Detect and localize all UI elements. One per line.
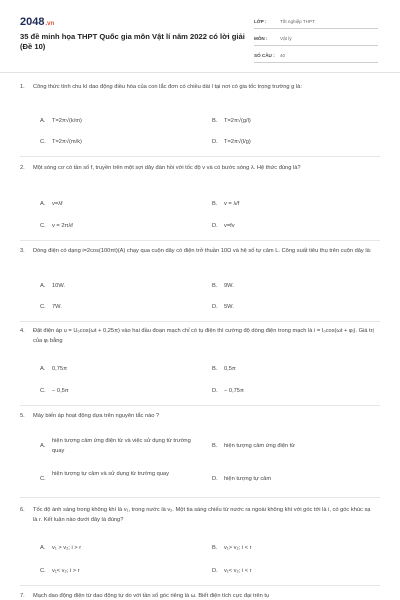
option-label: A. <box>40 366 46 372</box>
option-text: 5W. <box>224 304 234 310</box>
meta-key: LỚP : <box>254 19 267 24</box>
meta-value: Vật lý <box>280 36 292 41</box>
option-text: 0,75π <box>52 366 67 372</box>
logo[interactable] <box>20 16 54 28</box>
question-number: 6. <box>20 507 25 513</box>
question-number: 4. <box>20 328 25 334</box>
option-text: hiện tượng tự cảm <box>224 476 272 482</box>
option-label: A. <box>40 201 46 207</box>
option-label: C. <box>40 304 46 310</box>
option-text: v₁< v₂; i > r <box>52 568 80 574</box>
question-number: 7. <box>20 593 25 599</box>
option-text: 9W. <box>224 283 234 289</box>
option-text: − 0,5π <box>52 388 69 394</box>
option-label: C. <box>40 223 46 229</box>
option-label: B. <box>212 545 218 551</box>
option-label: D. <box>212 476 218 482</box>
option-label: D. <box>212 568 218 574</box>
question-number: 2. <box>20 165 25 171</box>
option-text: 7W. <box>52 304 62 310</box>
question-divider <box>20 405 380 406</box>
option-label: C. <box>40 139 46 145</box>
question-text: Đặt điện áp u = U₀cos(ωt + 0,25π) vào hai đầu đoạn mạch chỉ có tụ điện thì cường độ dòng điện trong mạch là i = I₀cos(ωt + φᵢ). Giá trị của φᵢ bằng <box>33 328 374 344</box>
question-7 <box>20 591 385 600</box>
option-label: C. <box>40 388 46 394</box>
question-text: Máy biến áp hoạt động dựa trên nguyên tắc nào ? <box>33 413 160 419</box>
logo-suffix: .vn <box>45 21 55 27</box>
meta-row-class <box>254 15 378 29</box>
question-number: 5. <box>20 413 25 419</box>
question-text: Tốc độ ánh sáng trong không khí là v₁, trong nước là v₂. Một tia sáng chiếu từ nước ra ngoài không khí với góc tới là i, có góc khúc xạ là r. Kết luận nào dưới đây là đúng? <box>33 507 371 523</box>
question-divider <box>20 156 380 157</box>
meta-row-subject <box>254 32 378 46</box>
meta-value: 40 <box>280 53 286 58</box>
header-divider <box>0 72 400 73</box>
option-text: hiện tượng tự cảm và sử dụng từ trường quay <box>52 471 169 477</box>
question-number: 3. <box>20 248 25 254</box>
meta-row-count <box>254 49 378 63</box>
option-text: T=2π√(l/g) <box>224 139 251 145</box>
header <box>0 0 400 72</box>
page-title: 35 đề minh họa THPT Quốc gia môn Vật lí năm 2022 có lời giải (Đề 10) <box>20 32 245 51</box>
option-label: D. <box>212 304 218 310</box>
option-text: hiện tượng cảm ứng điện từ và việc sử dụng từ trường quay <box>52 438 191 454</box>
meta-value: Tốt nghiệp THPT <box>280 19 315 24</box>
option-text: v=fv <box>224 223 235 229</box>
option-label: D. <box>212 388 218 394</box>
option-text: v = 2πλf <box>52 223 73 229</box>
logo-main: 2048 <box>20 16 45 28</box>
meta-key: MÔN : <box>254 36 268 41</box>
option-text: hiện tượng cảm ứng điện từ <box>224 443 296 449</box>
meta-panel <box>254 15 378 66</box>
meta-key: SỐ CÂU : <box>254 53 275 58</box>
option-text: T=2π√(m/k) <box>52 139 82 145</box>
option-label: B. <box>212 366 218 372</box>
question-divider <box>20 240 380 241</box>
option-text: 0,5π <box>224 366 236 372</box>
question-divider <box>20 497 380 498</box>
option-text: 10W. <box>52 283 65 289</box>
option-label: C. <box>40 476 46 482</box>
option-label: B. <box>212 118 218 124</box>
option-label: D. <box>212 139 218 145</box>
option-text: T=2π√(g/l) <box>224 118 251 124</box>
option-text: v₁> v₂; i < r <box>224 545 252 551</box>
option-text: T=2π√(k/m) <box>52 118 82 124</box>
option-label: B. <box>212 283 218 289</box>
option-text: v = λ/f <box>224 201 240 207</box>
option-label: A. <box>40 118 46 124</box>
option-label: A. <box>40 283 46 289</box>
option-label: A. <box>40 545 46 551</box>
question-text: Công thức tính chu kì dao động điều hòa của con lắc đơn có chiều dài l tại nơi có gia tốc trọng trường g là: <box>33 84 302 90</box>
question-divider <box>20 585 380 586</box>
option-label: D. <box>212 223 218 229</box>
option-text: − 0,75π <box>224 388 244 394</box>
option-text: v=λf <box>52 201 63 207</box>
option-label: B. <box>212 443 218 449</box>
option-label: C. <box>40 568 46 574</box>
question-text: Mạch dao động điện từ dao động tự do với tần số góc riêng là ω. Biết điện tích cực đại trên tụ <box>33 593 270 599</box>
question-divider <box>20 321 380 322</box>
option-text: v₁ > v₂; i > r <box>52 545 82 551</box>
question-text: Một sóng cơ có tần số f, truyền trên một sợi dây đàn hồi với tốc độ v và có bước sóng λ. Hệ thức đúng là? <box>33 165 301 171</box>
option-label: A. <box>40 443 46 449</box>
option-text: v₁< v₂; i < r <box>224 568 252 574</box>
question-number: 1. <box>20 84 25 90</box>
option-label: B. <box>212 201 218 207</box>
question-text: Dòng điện có dạng i=2cos(100πt)(A) chạy qua cuộn dây có điện trở thuần 10Ω và hệ số tự cảm L. Công suất tiêu thụ trên cuộn dây là: <box>33 248 372 254</box>
